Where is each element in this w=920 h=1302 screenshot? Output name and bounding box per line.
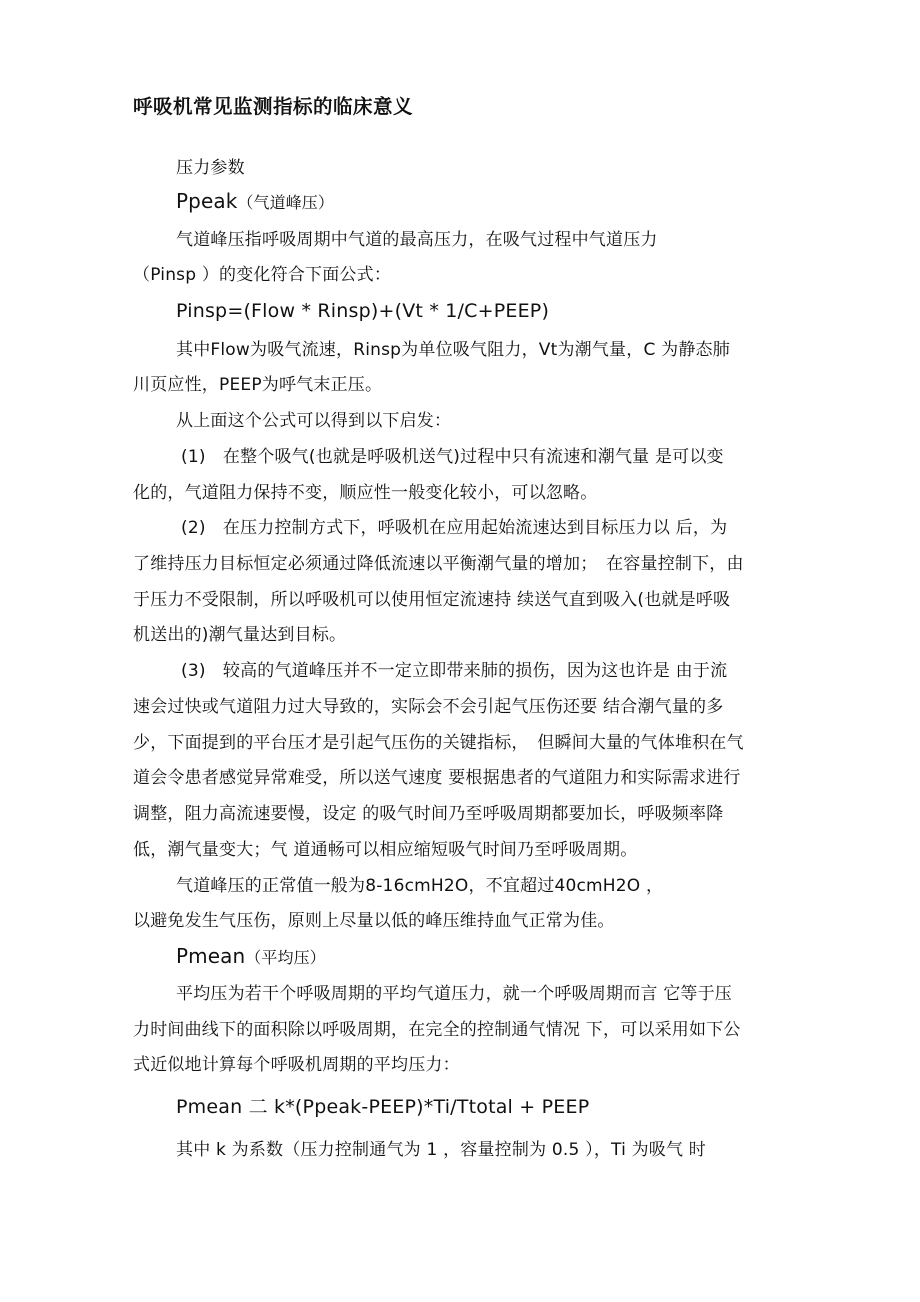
paragraph-line: 平均压为若干个呼吸周期的平均气道压力，就一个呼吸周期而言 它等于压 <box>176 984 733 1004</box>
list-item-1: (1) 在整个吸气(也就是呼吸机送气)过程中只有流速和潮气量 是可以变 <box>181 447 724 467</box>
subheading-ppeak-term: Ppeak <box>176 189 238 213</box>
paragraph-line: 气道峰压指呼吸周期中气道的最高压力，在吸气过程中气道压力 <box>176 230 658 250</box>
paragraph-line: 化的，气道阻力保持不变，顺应性一般变化较小，可以忽略。 <box>133 483 598 503</box>
section-heading-pressure: 压力参数 <box>176 158 245 178</box>
paragraph-line: 川页应性，PEEP为呼气末正压。 <box>133 375 383 395</box>
paragraph-line: 气道峰压的正常值一般为8-16cmH2O，不宜超过40cmH2O ， <box>176 876 664 896</box>
paragraph-line: 其中Flow为吸气流速，Rinsp为单位吸气阻力，Vt为潮气量，C 为静态肺 <box>176 340 730 360</box>
paragraph-line: 式近似地计算每个呼吸机周期的平均压力： <box>133 1055 460 1075</box>
paragraph-line: 调整，阻力高流速要慢，设定 的吸气时间乃至呼吸周期都要加长，呼吸频率降 <box>133 804 724 824</box>
formula-pinsp: Pinsp=(Flow * Rinsp)+(Vt * 1/C+PEEP) <box>176 300 550 322</box>
subheading-pmean-term: Pmean <box>176 944 246 968</box>
list-item-3: (3) 较高的气道峰压并不一定立即带来肺的损伤，因为这也许是 由于流 <box>181 661 728 681</box>
subheading-ppeak-desc: （气道峰压） <box>237 193 335 212</box>
subheading-pmean-desc: （平均压） <box>245 948 326 967</box>
subheading-pmean <box>176 945 326 969</box>
paragraph-line: 其中 k 为系数（压力控制通气为 1 ，容量控制为 0.5 ），Ti 为吸气 时 <box>176 1140 707 1160</box>
paragraph-line: 力时间曲线下的面积除以呼吸周期，在完全的控制通气情况 下，可以采用如下公 <box>133 1020 741 1040</box>
paragraph-line: 以避免发生气压伤，原则上尽量以低的峰压维持血气正常为佳。 <box>133 911 615 931</box>
paragraph-line: 机送出的)潮气量达到目标。 <box>133 625 347 645</box>
paragraph-line: 从上面这个公式可以得到以下启发： <box>176 411 452 431</box>
subheading-ppeak <box>176 190 334 214</box>
paragraph-line: 于压力不受限制，所以呼吸机可以使用恒定流速持 续送气直到吸入(也就是呼吸 <box>133 590 731 610</box>
list-item-2: (2) 在压力控制方式下，呼吸机在应用起始流速达到目标压力以 后，为 <box>181 518 728 538</box>
document-title: 呼吸机常见监测指标的临床意义 <box>133 95 414 118</box>
formula-pmean: Pmean 二 k*(Ppeak-PEEP)*Ti/Ttotal + PEEP <box>176 1096 590 1118</box>
paragraph-line: 少，下面提到的平台压才是引起气压伤的关键指标， 但瞬间大量的气体堆积在气 <box>133 733 744 753</box>
paragraph-line: 速会过快或气道阻力过大导致的，实际会不会引起气压伤还要 结合潮气量的多 <box>133 697 724 717</box>
paragraph-line: （Pinsp ）的变化符合下面公式： <box>133 265 392 285</box>
paragraph-line: 道会令患者感觉异常难受，所以送气速度 要根据患者的气道阻力和实际需求进行 <box>133 768 741 788</box>
paragraph-line: 低，潮气量变大；气 道通畅可以相应缩短吸气时间乃至呼吸周期。 <box>133 840 638 860</box>
paragraph-line: 了维持压力目标恒定必须通过降低流速以平衡潮气量的增加； 在容量控制下，由 <box>133 554 744 574</box>
